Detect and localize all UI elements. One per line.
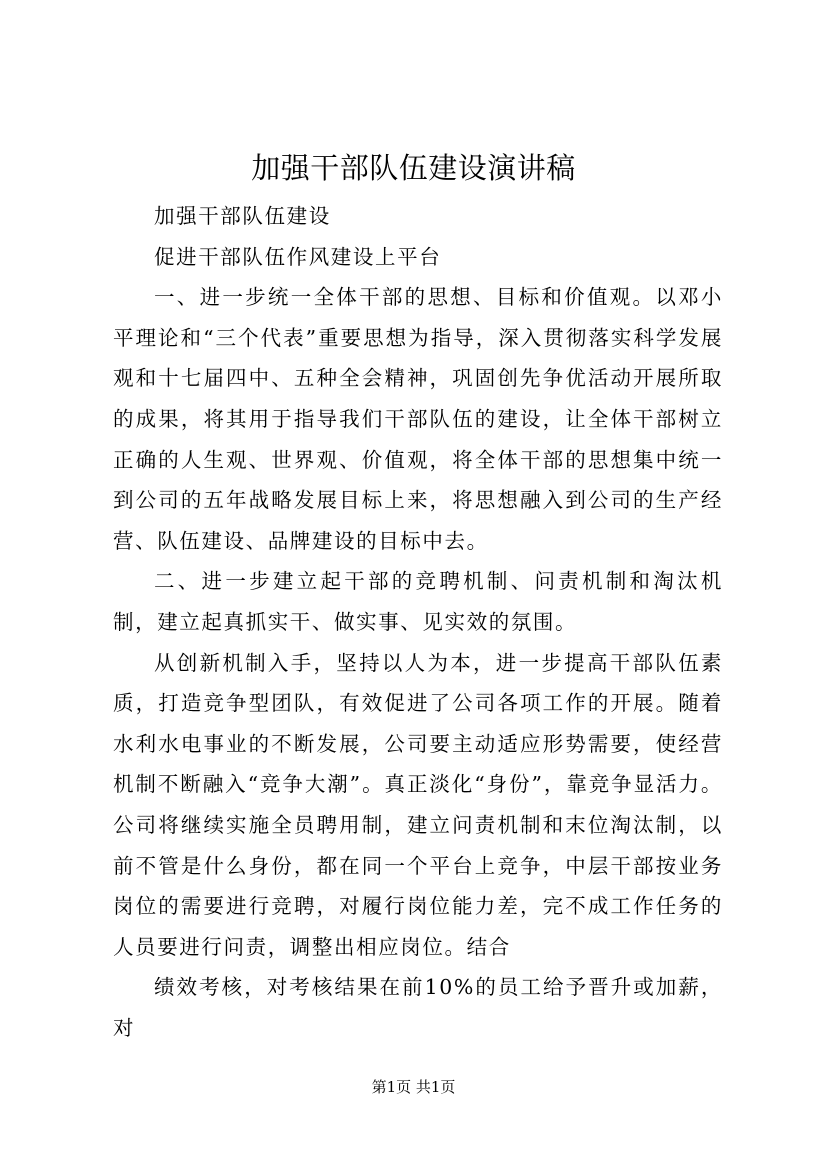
page-footer: 第1页 共1页 [371,1078,456,1096]
paragraph: 加强干部队伍建设 [154,204,331,228]
paragraph: 绩效考核，对考核结果在前10%的员工给予晋升或加薪，对 [113,975,723,1040]
paragraph: 一、进一步统一全体干部的思想、目标和价值观。以邓小平理论和“三个代表”重要思想为指导，深入贯彻落实科学发展观和十七届四中、五种全会精神，巩固创先争优活动开展所取的成果，将其用于指导我们干部队伍的建设，让全体干部树立正确的人生观、世界观、价值观，将全体干部的思想集中统一到公司的五年战略发展目标上来，将思想融入到公司的生产经营、队伍建设、品牌建设的目标中去。 [113,285,723,553]
document-title: 加强干部队伍建设演讲稿 [251,151,576,185]
paragraph: 从创新机制入手，坚持以人为本，进一步提高干部队伍素质，打造竞争型团队，有效促进了公司各项工作的开展。随着水利水电事业的不断发展，公司要主动适应形势需要，使经营机制不断融入“竞争大潮”。真正淡化“身份”，靠竞争显活力。公司将继续实施全员聘用制，建立问责机制和末位淘汰制，以前不管是什么身份，都在同一个平台上竞争，中层干部按业务岗位的需要进行竞聘，对履行岗位能力差，完不成工作任务的人员要进行问责，调整出相应岗位。结合 [113,650,723,959]
document-body [113,196,723,1048]
paragraph: 促进干部队伍作风建设上平台 [154,244,442,269]
paragraph: 二、进一步建立起干部的竞聘机制、问责机制和淘汰机制，建立起真抓实干、做实事、见实效的氛围。 [113,569,723,634]
